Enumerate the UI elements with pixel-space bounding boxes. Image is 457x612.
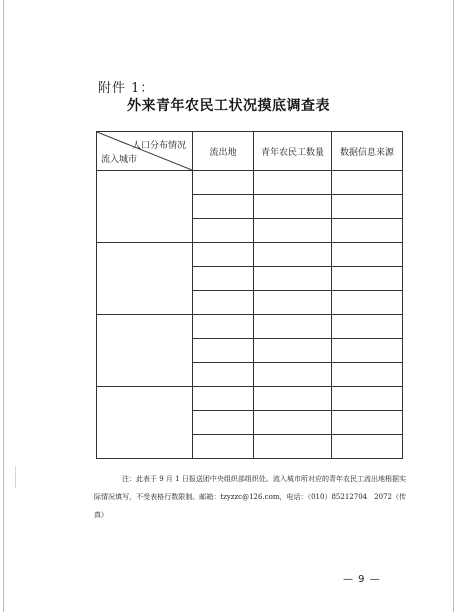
data-source-cell[interactable] [332,171,403,195]
origin-cell[interactable] [193,291,254,315]
table-row [97,171,403,195]
diagonal-header-cell [97,132,193,171]
data-source-cell[interactable] [332,339,403,363]
scan-mark [15,466,16,488]
inflow-city-cell[interactable] [97,243,193,315]
worker-count-cell[interactable] [254,363,332,387]
origin-cell[interactable] [193,411,254,435]
worker-count-cell[interactable] [254,171,332,195]
data-source-cell[interactable] [332,363,403,387]
inflow-city-cell[interactable] [97,315,193,387]
origin-cell[interactable] [193,195,254,219]
data-source-cell[interactable] [332,315,403,339]
data-source-cell[interactable] [332,267,403,291]
table-header-row [97,132,403,171]
data-source-cell[interactable] [332,435,403,459]
page-number: — 9 — [343,574,381,585]
data-source-cell[interactable] [332,219,403,243]
origin-cell[interactable] [193,315,254,339]
worker-count-cell[interactable] [254,195,332,219]
header-population-distribution: 人口分布情况 [131,141,186,151]
origin-cell[interactable] [193,243,254,267]
attachment-label: 附件 1： [98,81,155,96]
worker-count-cell[interactable] [254,219,332,243]
header-worker-count: 青年农民工数量 [254,132,332,171]
origin-cell[interactable] [193,171,254,195]
footnote: 注：此表于 9 月 1 日报送团中央组织部组织处。流入城市所对应的青年农民工流出地根据实际情况填写，不受表格行数限制。邮箱：tzyzzc@126.com，电话：（010）85212704 2072（传真） [94,475,406,519]
origin-cell[interactable] [193,363,254,387]
data-source-cell[interactable] [332,195,403,219]
worker-count-cell[interactable] [254,267,332,291]
worker-count-cell[interactable] [254,243,332,267]
table-row [97,243,403,267]
data-source-cell[interactable] [332,387,403,411]
page-edge-right [453,0,454,612]
data-source-cell[interactable] [332,411,403,435]
page-edge-left [3,0,4,612]
survey-table [96,131,403,459]
origin-cell[interactable] [193,387,254,411]
header-origin: 流出地 [193,132,254,171]
header-inflow-city: 流入城市 [101,155,138,165]
table-row [97,315,403,339]
origin-cell[interactable] [193,267,254,291]
worker-count-cell[interactable] [254,291,332,315]
worker-count-cell[interactable] [254,387,332,411]
data-source-cell[interactable] [332,243,403,267]
table-row [97,387,403,411]
worker-count-cell[interactable] [254,315,332,339]
inflow-city-cell[interactable] [97,171,193,243]
inflow-city-cell[interactable] [97,387,193,459]
origin-cell[interactable] [193,435,254,459]
worker-count-cell[interactable] [254,411,332,435]
header-data-source: 数据信息来源 [332,132,403,171]
origin-cell[interactable] [193,339,254,363]
worker-count-cell[interactable] [254,435,332,459]
data-source-cell[interactable] [332,291,403,315]
worker-count-cell[interactable] [254,339,332,363]
origin-cell[interactable] [193,219,254,243]
document-title: 外来青年农民工状况摸底调查表 [127,98,330,114]
